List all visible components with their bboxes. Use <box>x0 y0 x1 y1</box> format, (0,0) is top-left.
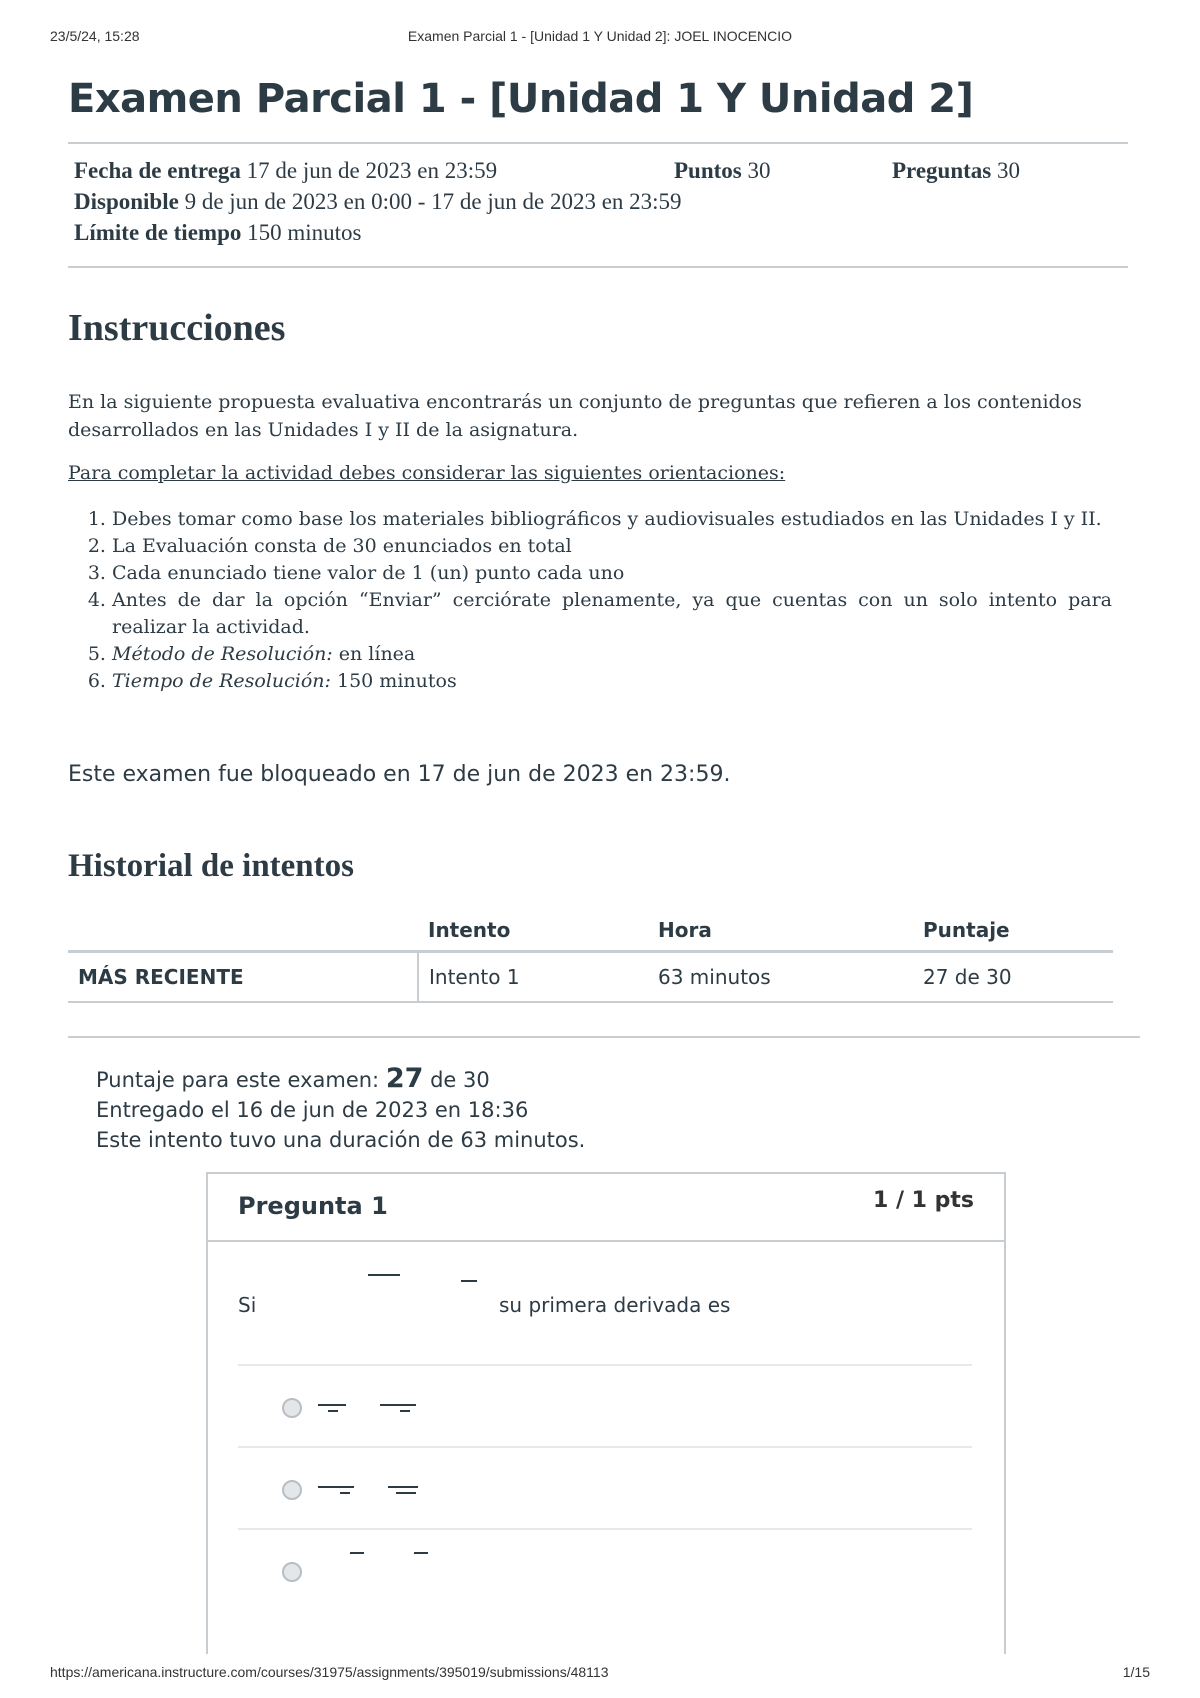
radio-button[interactable] <box>282 1480 302 1500</box>
instructions-steps <box>68 506 1112 695</box>
list-item: 5. Método de Resolución: en línea <box>112 641 1112 668</box>
fraction-bar <box>396 1492 416 1494</box>
question-header <box>208 1174 1004 1242</box>
divider <box>68 142 1128 144</box>
instructions-intro: En la siguiente propuesta evaluativa encontrarás un conjunto de preguntas que refieren a los contenidos desarrollados en las Unidades I y II de la asignatura. <box>68 391 1082 441</box>
print-date: 23/5/24, 15:28 <box>50 28 140 44</box>
fraction-bar <box>400 1410 410 1412</box>
answer-option[interactable] <box>238 1446 972 1528</box>
questions-label: Preguntas <box>892 158 992 183</box>
fraction-bar <box>318 1404 346 1406</box>
attempt-time: 63 minutos <box>648 952 913 1003</box>
availability <box>74 189 682 215</box>
list-item: 4. Antes de dar la opción “Enviar” cerciórate plenamente, ya que cuentas con un solo intento para realizar la actividad. <box>112 587 1112 641</box>
points-value: 30 <box>747 158 771 183</box>
question-title: Pregunta 1 <box>238 1192 388 1220</box>
question-text: Si su primera derivada es <box>238 1292 730 1317</box>
list-item: 1. Debes tomar como base los materiales bibliográficos y audiovisuales estudiados en las Unidades I y II. <box>112 506 1112 533</box>
print-doc-title: Examen Parcial 1 - [Unidad 1 Y Unidad 2]: JOEL INOCENCIO <box>407 28 793 44</box>
questions-value: 30 <box>997 158 1020 183</box>
fraction-bar <box>328 1410 338 1412</box>
question-points: 1 / 1 pts <box>873 1188 974 1213</box>
fraction-bar <box>388 1486 418 1488</box>
fraction-bar <box>368 1274 400 1276</box>
column-header: Puntaje <box>913 906 1113 952</box>
submitted-date: Entregado el 16 de jun de 2023 en 18:36 <box>96 1098 529 1122</box>
answer-option[interactable] <box>238 1364 972 1446</box>
history-heading: Historial de intentos <box>68 848 354 884</box>
due-label: Fecha de entrega <box>74 158 241 183</box>
available-label: Disponible <box>74 189 179 214</box>
print-header <box>50 28 1150 48</box>
attempt-duration: Este intento tuvo una duración de 63 minutos. <box>96 1128 586 1152</box>
page-title: Examen Parcial 1 - [Unidad 1 Y Unidad 2] <box>68 76 974 122</box>
column-header: Intento <box>418 906 648 952</box>
column-header <box>68 906 418 952</box>
formula <box>263 1292 493 1312</box>
score-line: Puntaje para este examen: 27 de 30 <box>96 1063 490 1094</box>
score-summary <box>96 1064 585 1155</box>
attempt-score: 27 de 30 <box>913 952 1113 1003</box>
fraction-bar <box>461 1280 477 1282</box>
table-row <box>68 952 1113 1003</box>
points <box>674 158 771 184</box>
instructions-orientation: Para completar la actividad debes considerar las siguientes orientaciones: <box>68 462 786 484</box>
attempt-link[interactable]: Intento 1 <box>418 952 648 1003</box>
time-limit-label: Límite de tiempo <box>74 220 242 245</box>
score-value: 27 <box>385 1063 424 1094</box>
instructions-heading: Instrucciones <box>68 307 286 349</box>
attempts-table <box>68 906 1113 1003</box>
list-item: 6. Tiempo de Resolución: 150 minutos <box>112 668 1112 695</box>
print-url: https://americana.instructure.com/courses/31975/assignments/395019/submissions/48113 <box>50 1664 609 1680</box>
time-limit-value: 150 minutos <box>247 220 362 245</box>
divider <box>68 1036 1140 1038</box>
questions-count <box>892 158 1020 184</box>
column-header: Hora <box>648 906 913 952</box>
table-header-row <box>68 906 1113 952</box>
available-value: 9 de jun de 2023 en 0:00 - 17 de jun de 2023 en 23:59 <box>184 189 682 214</box>
locked-notice: Este examen fue bloqueado en 17 de jun de 2023 en 23:59. <box>68 762 731 787</box>
due-date <box>74 158 497 184</box>
radio-button[interactable] <box>282 1398 302 1418</box>
time-limit <box>74 220 361 246</box>
fraction-bar <box>380 1404 416 1406</box>
divider <box>68 266 1128 268</box>
fraction-bar <box>414 1552 428 1554</box>
radio-button[interactable] <box>282 1562 302 1582</box>
fraction-bar <box>350 1552 364 1554</box>
fraction-bar <box>318 1486 354 1488</box>
fraction-bar <box>340 1492 350 1494</box>
answer-option[interactable] <box>238 1528 972 1610</box>
print-footer <box>50 1664 1150 1684</box>
page-number: 1/15 <box>1122 1664 1150 1680</box>
points-label: Puntos <box>674 158 742 183</box>
list-item: 3. Cada enunciado tiene valor de 1 (un) punto cada uno <box>112 560 1112 587</box>
list-item: 2. La Evaluación consta de 30 enunciados en total <box>112 533 1112 560</box>
due-value: 17 de jun de 2023 en 23:59 <box>246 158 498 183</box>
recent-label: MÁS RECIENTE <box>68 952 418 1003</box>
question-card <box>206 1172 1006 1654</box>
